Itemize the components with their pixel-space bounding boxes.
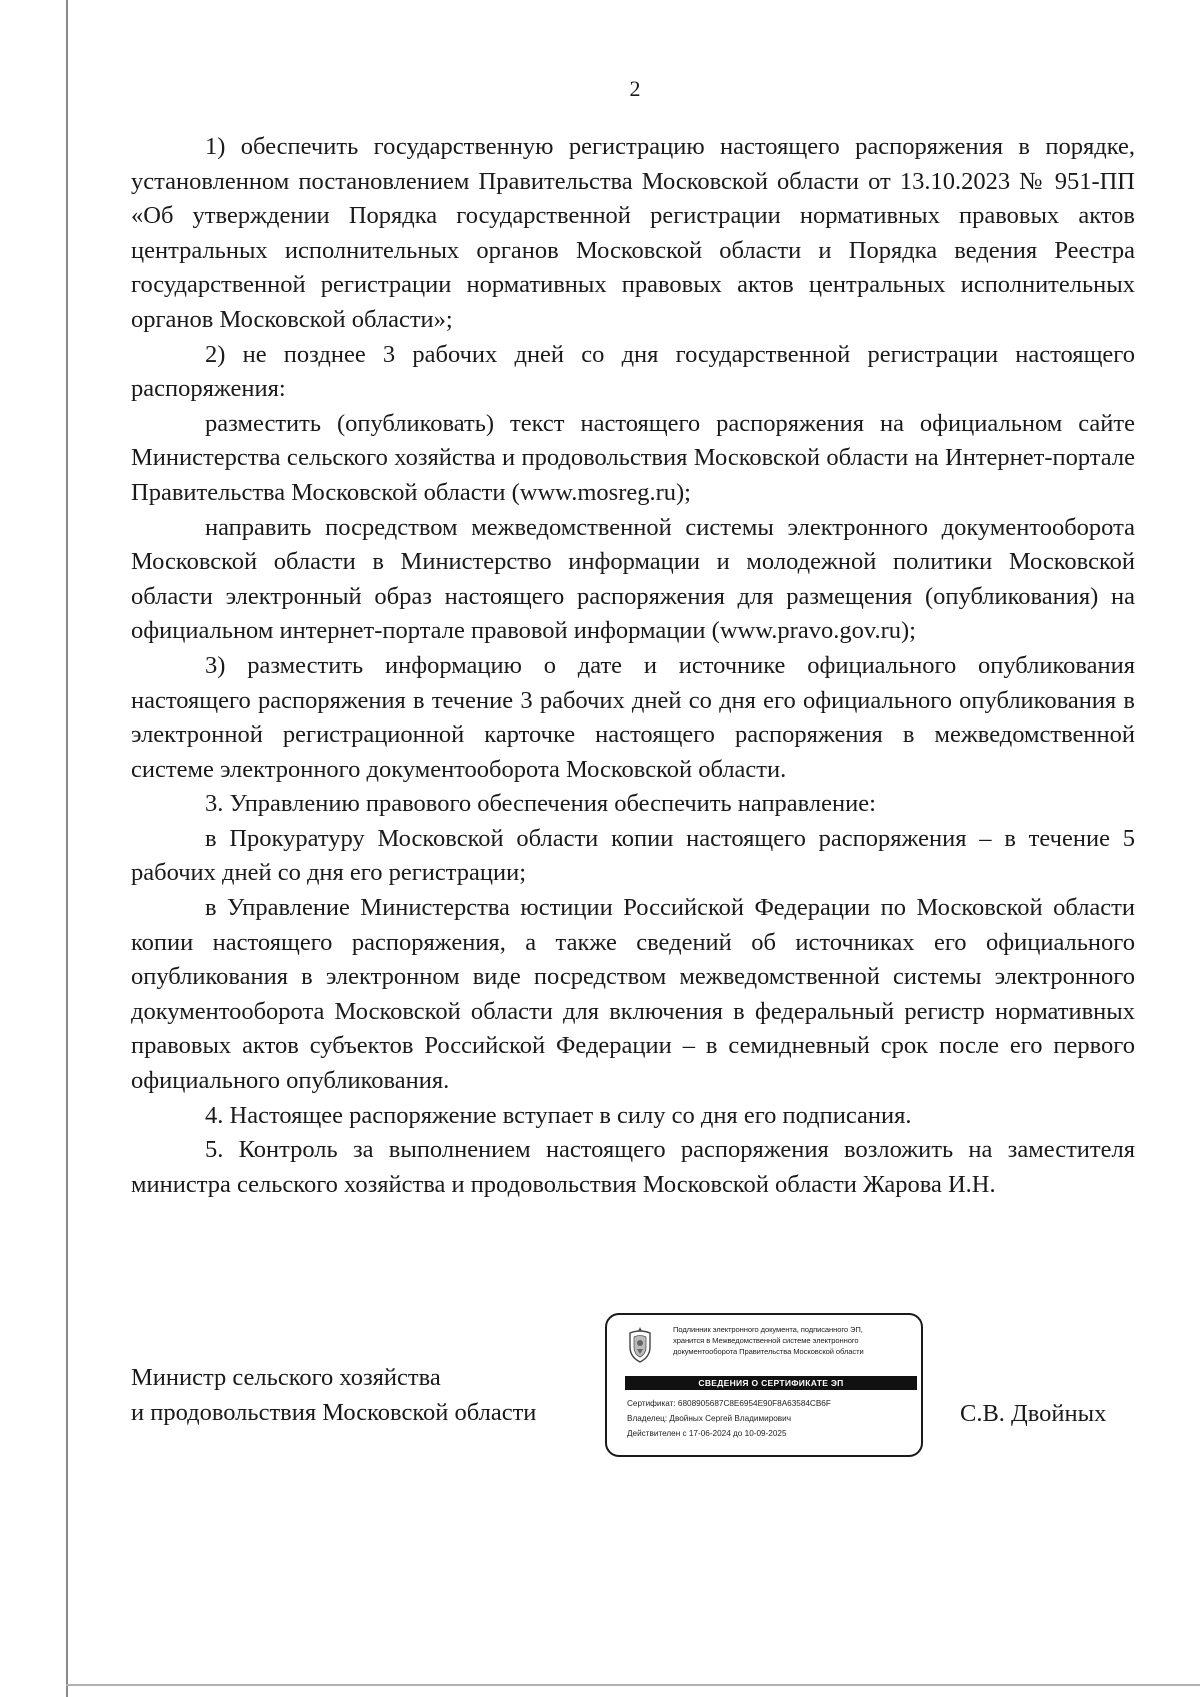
paragraph-send-pravo: направить посредством межведомственной системы электронного документооборота Московской области в Министерство информации и молодежной политики Московской области электронный образ настоящего распоряжения для размещения (опубликования) на официальном интернет-портале правовой информации (www.pravo.gov.ru);	[131, 513, 1135, 645]
stamp-notice-line3: документооборота Правительства Московской области	[673, 1347, 864, 1356]
document-body	[131, 130, 1135, 1202]
stamp-certificate-details	[627, 1396, 917, 1441]
paragraph-justice-ministry: в Управление Министерства юстиции Российской Федерации по Московской области копии настоящего распоряжения, а также сведений об источниках его официального опубликования в электронном виде посредством межведомственной системы электронного документооборота Московской области для включения в федеральный регистр нормативных правовых актов субъектов Российской Федерации – в семидневный срок после его первого официального опубликования.	[131, 894, 1135, 1095]
paragraph-publish-mosreg: разместить (опубликовать) текст настоящего распоряжения на официальном сайте Министерства сельского хозяйства и продовольствия Московской области на Интернет-портале Правительства Московской области (www.mosreg.ru);	[131, 409, 1135, 506]
paragraph-publication-info: 3) разместить информацию о дате и источнике официального опубликования настоящего распоряжения в течение 3 рабочих дней со дня его официального опубликования в электронной регистрационной карточке настоящего распоряжения в межведомственной системе электронного документооборота Московской области.	[131, 651, 1135, 783]
scan-left-edge	[66, 0, 68, 1697]
page-number: 2	[629, 76, 641, 101]
coat-of-arms-icon	[625, 1325, 655, 1365]
paragraph-control: 5. Контроль за выполнением настоящего распоряжения возложить на заместителя министра сельского хозяйства и продовольствия Московской области Жарова И.Н.	[131, 1136, 1135, 1198]
paragraph-deadline: 2) не позднее 3 рабочих дней со дня государственной регистрации настоящего распоряжения:	[131, 340, 1135, 403]
signatory-position-line2: и продовольствия Московской области	[131, 1399, 537, 1426]
stamp-certificate-validity: Действителен с 17-06-2024 до 10-09-2025	[627, 1429, 787, 1438]
signatory-position-line1: Министр сельского хозяйства	[131, 1364, 441, 1391]
scan-bottom-edge	[66, 1684, 1200, 1686]
stamp-certificate-header: СВЕДЕНИЯ О СЕРТИФИКАТЕ ЭП	[625, 1376, 917, 1390]
stamp-certificate-number: Сертификат: 6808905687C8E6954E90F8A63584CB6F	[627, 1399, 831, 1408]
paragraph-effective-date: 4. Настоящее распоряжение вступает в силу со дня его подписания.	[205, 1101, 912, 1129]
stamp-notice	[673, 1324, 918, 1357]
signatory-name: С.В. Двойных	[960, 1400, 1107, 1427]
paragraph-legal-department: 3. Управлению правового обеспечения обеспечить направление:	[205, 790, 876, 818]
stamp-notice-line2: хранится в Межведомственной системе электронного	[673, 1336, 859, 1345]
electronic-signature-stamp	[605, 1313, 923, 1457]
signatory-position	[131, 1360, 536, 1430]
stamp-notice-line1: Подлинник электронного документа, подписанного ЭП,	[673, 1325, 863, 1334]
paragraph-prosecutor: в Прокуратуру Московской области копии настоящего распоряжения – в течение 5 рабочих дней со дня его регистрации;	[131, 824, 1135, 887]
stamp-certificate-owner: Владелец: Двойных Сергей Владимирович	[627, 1414, 791, 1423]
paragraph-registration: 1) обеспечить государственную регистрацию настоящего распоряжения в порядке, установленном постановлением Правительства Московской области от 13.10.2023 № 951-ПП «Об утверждении Порядка государственной регистрации нормативных правовых актов центральных исполнительных органов Московской области и Порядка ведения Реестра государственной регистрации нормативных правовых актов центральных исполнительных органов Московской области»;	[131, 133, 1135, 333]
